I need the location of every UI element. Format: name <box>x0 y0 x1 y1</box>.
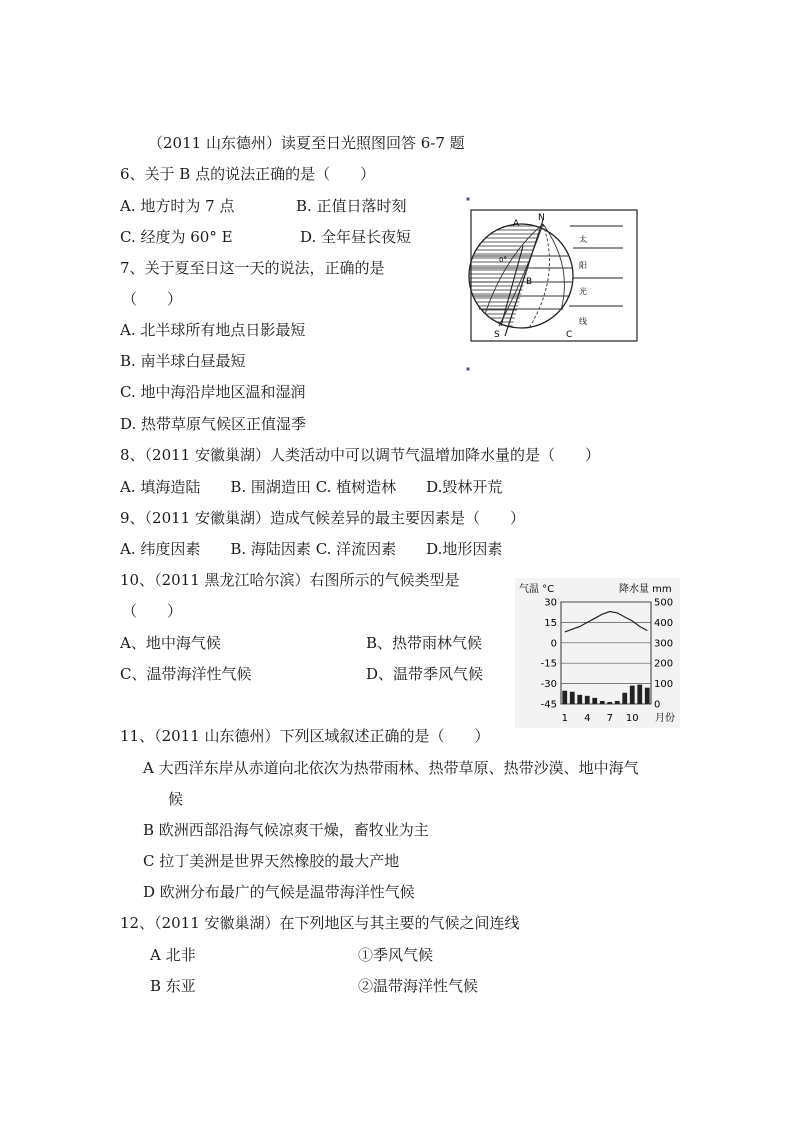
q12-stem: 12、（2011 安徽巢湖）在下列地区与其主要的气候之间连线 <box>120 914 520 932</box>
q12-right-2: ②温带海洋性气候 <box>358 977 479 995</box>
precipitation-bar <box>615 701 620 704</box>
q8-options: A. 填海造陆 B. 围湖造田 C. 植树造林 D.毁林开荒 <box>120 478 503 496</box>
right-tick-label: 0 <box>654 699 661 711</box>
figure-anchor-mark <box>467 368 470 371</box>
q7-option-b: B. 南半球白昼最短 <box>120 352 246 370</box>
temp-axis-title: 气温 °C <box>519 584 555 595</box>
left-tick-label: -45 <box>540 699 557 711</box>
precip-axis-title: 降水量 mm <box>619 584 672 595</box>
right-tick-label: 500 <box>654 597 674 609</box>
precipitation-bar <box>645 688 650 704</box>
sun-label-char: 阳 <box>579 261 587 270</box>
precipitation-bar <box>570 692 575 704</box>
precipitation-bar <box>585 696 590 704</box>
right-tick-label: 100 <box>654 679 674 691</box>
q7-option-a: A. 北半球所有地点日影最短 <box>120 321 306 339</box>
left-tick-label: -30 <box>540 679 557 691</box>
right-tick-label: 400 <box>654 617 674 629</box>
q11-option-a-line2: 候 <box>168 790 184 808</box>
q10-option-d: D、温带季风气候 <box>366 665 484 683</box>
q10-stem: 10、（2011 黑龙江哈尔滨）右图所示的气候类型是 <box>120 571 460 589</box>
left-tick-label: 15 <box>544 617 557 629</box>
month-tick-label: 1 <box>561 713 568 724</box>
q12-left-a: A 北非 <box>150 946 196 964</box>
left-tick-label: -15 <box>540 658 557 670</box>
q6-option-b: B. 正值日落时刻 <box>296 197 407 215</box>
month-tick-label: 4 <box>584 713 591 724</box>
label-n: N <box>538 213 545 223</box>
sun-label-char: 太 <box>579 235 587 244</box>
q12-right-1: ①季风气候 <box>358 946 434 964</box>
q11-option-d: D 欧洲分布最广的气候是温带海洋性气候 <box>143 883 415 901</box>
month-tick-label: 10 <box>625 713 639 724</box>
q6-option-a: A. 地方时为 7 点 <box>120 197 235 215</box>
precipitation-bar <box>622 693 627 704</box>
label-c: C <box>566 330 573 340</box>
left-tick-label: 30 <box>544 597 557 609</box>
q7-stem: 7、关于夏至日这一天的说法，正确的是 <box>120 259 385 277</box>
label-s: S <box>494 330 500 340</box>
precipitation-bar <box>607 702 612 704</box>
q10-option-b: B、热带雨林气候 <box>366 634 483 652</box>
q6-stem: 6、关于 B 点的说法正确的是（ ） <box>120 165 376 183</box>
q7-option-d: D. 热带草原气候区正值湿季 <box>120 415 307 433</box>
precipitation-bar <box>592 698 597 704</box>
label-b: B <box>526 277 533 287</box>
q10-paren: （ ） <box>122 602 183 620</box>
left-tick-label: 0 <box>550 638 557 650</box>
sun-label-char: 线 <box>579 317 587 326</box>
q10-option-c: C、温带海洋性气候 <box>120 665 252 683</box>
q11-option-b: B 欧洲西部沿海气候凉爽干燥，畜牧业为主 <box>143 821 429 839</box>
right-tick-label: 300 <box>654 638 674 650</box>
q7-option-c: C. 地中海沿岸地区温和湿润 <box>120 383 306 401</box>
sun-label-char: 光 <box>579 287 587 296</box>
figure-anchor-mark <box>467 198 470 201</box>
sun-ray-lines <box>569 226 623 306</box>
intro-line: （2011 山东德州）读夏至日光照图回答 6-7 题 <box>148 134 465 152</box>
q12-left-b: B 东亚 <box>150 977 196 995</box>
precipitation-bar <box>577 695 582 704</box>
precipitation-bar <box>562 691 567 704</box>
q9-stem: 9、（2011 安徽巢湖）造成气候差异的最主要因素是（ ） <box>120 509 525 527</box>
q11-stem: 11、（2011 山东德州）下列区域叙述正确的是（ ） <box>120 727 490 745</box>
q6-option-d: D. 全年昼长夜短 <box>300 228 412 246</box>
q10-option-a: A、地中海气候 <box>120 634 221 652</box>
precipitation-bar <box>600 701 605 704</box>
month-axis-label: 月份 <box>655 713 675 724</box>
climate-chart <box>515 578 680 728</box>
right-tick-label: 200 <box>654 658 674 670</box>
label-a: A <box>513 219 520 229</box>
q9-options: A. 纬度因素 B. 海陆因素 C. 洋流因素 D.地形因素 <box>120 540 503 558</box>
precipitation-bar <box>637 685 642 704</box>
summer-solstice-globe-figure <box>465 196 645 376</box>
q7-paren: （ ） <box>122 290 183 308</box>
month-tick-label: 7 <box>606 713 613 724</box>
q11-option-a-line1: A 大西洋东岸从赤道向北依次为热带雨林、热带草原、热带沙漠、地中海气 <box>143 759 639 777</box>
q11-option-c: C 拉丁美洲是世界天然橡胶的最大产地 <box>143 852 400 870</box>
q8-stem: 8、（2011 安徽巢湖）人类活动中可以调节气温增加降水量的是（ ） <box>120 446 600 464</box>
label-zero-degree: 0° <box>499 256 507 264</box>
q6-option-c: C. 经度为 60° E <box>120 228 233 246</box>
precipitation-bar <box>630 686 635 704</box>
